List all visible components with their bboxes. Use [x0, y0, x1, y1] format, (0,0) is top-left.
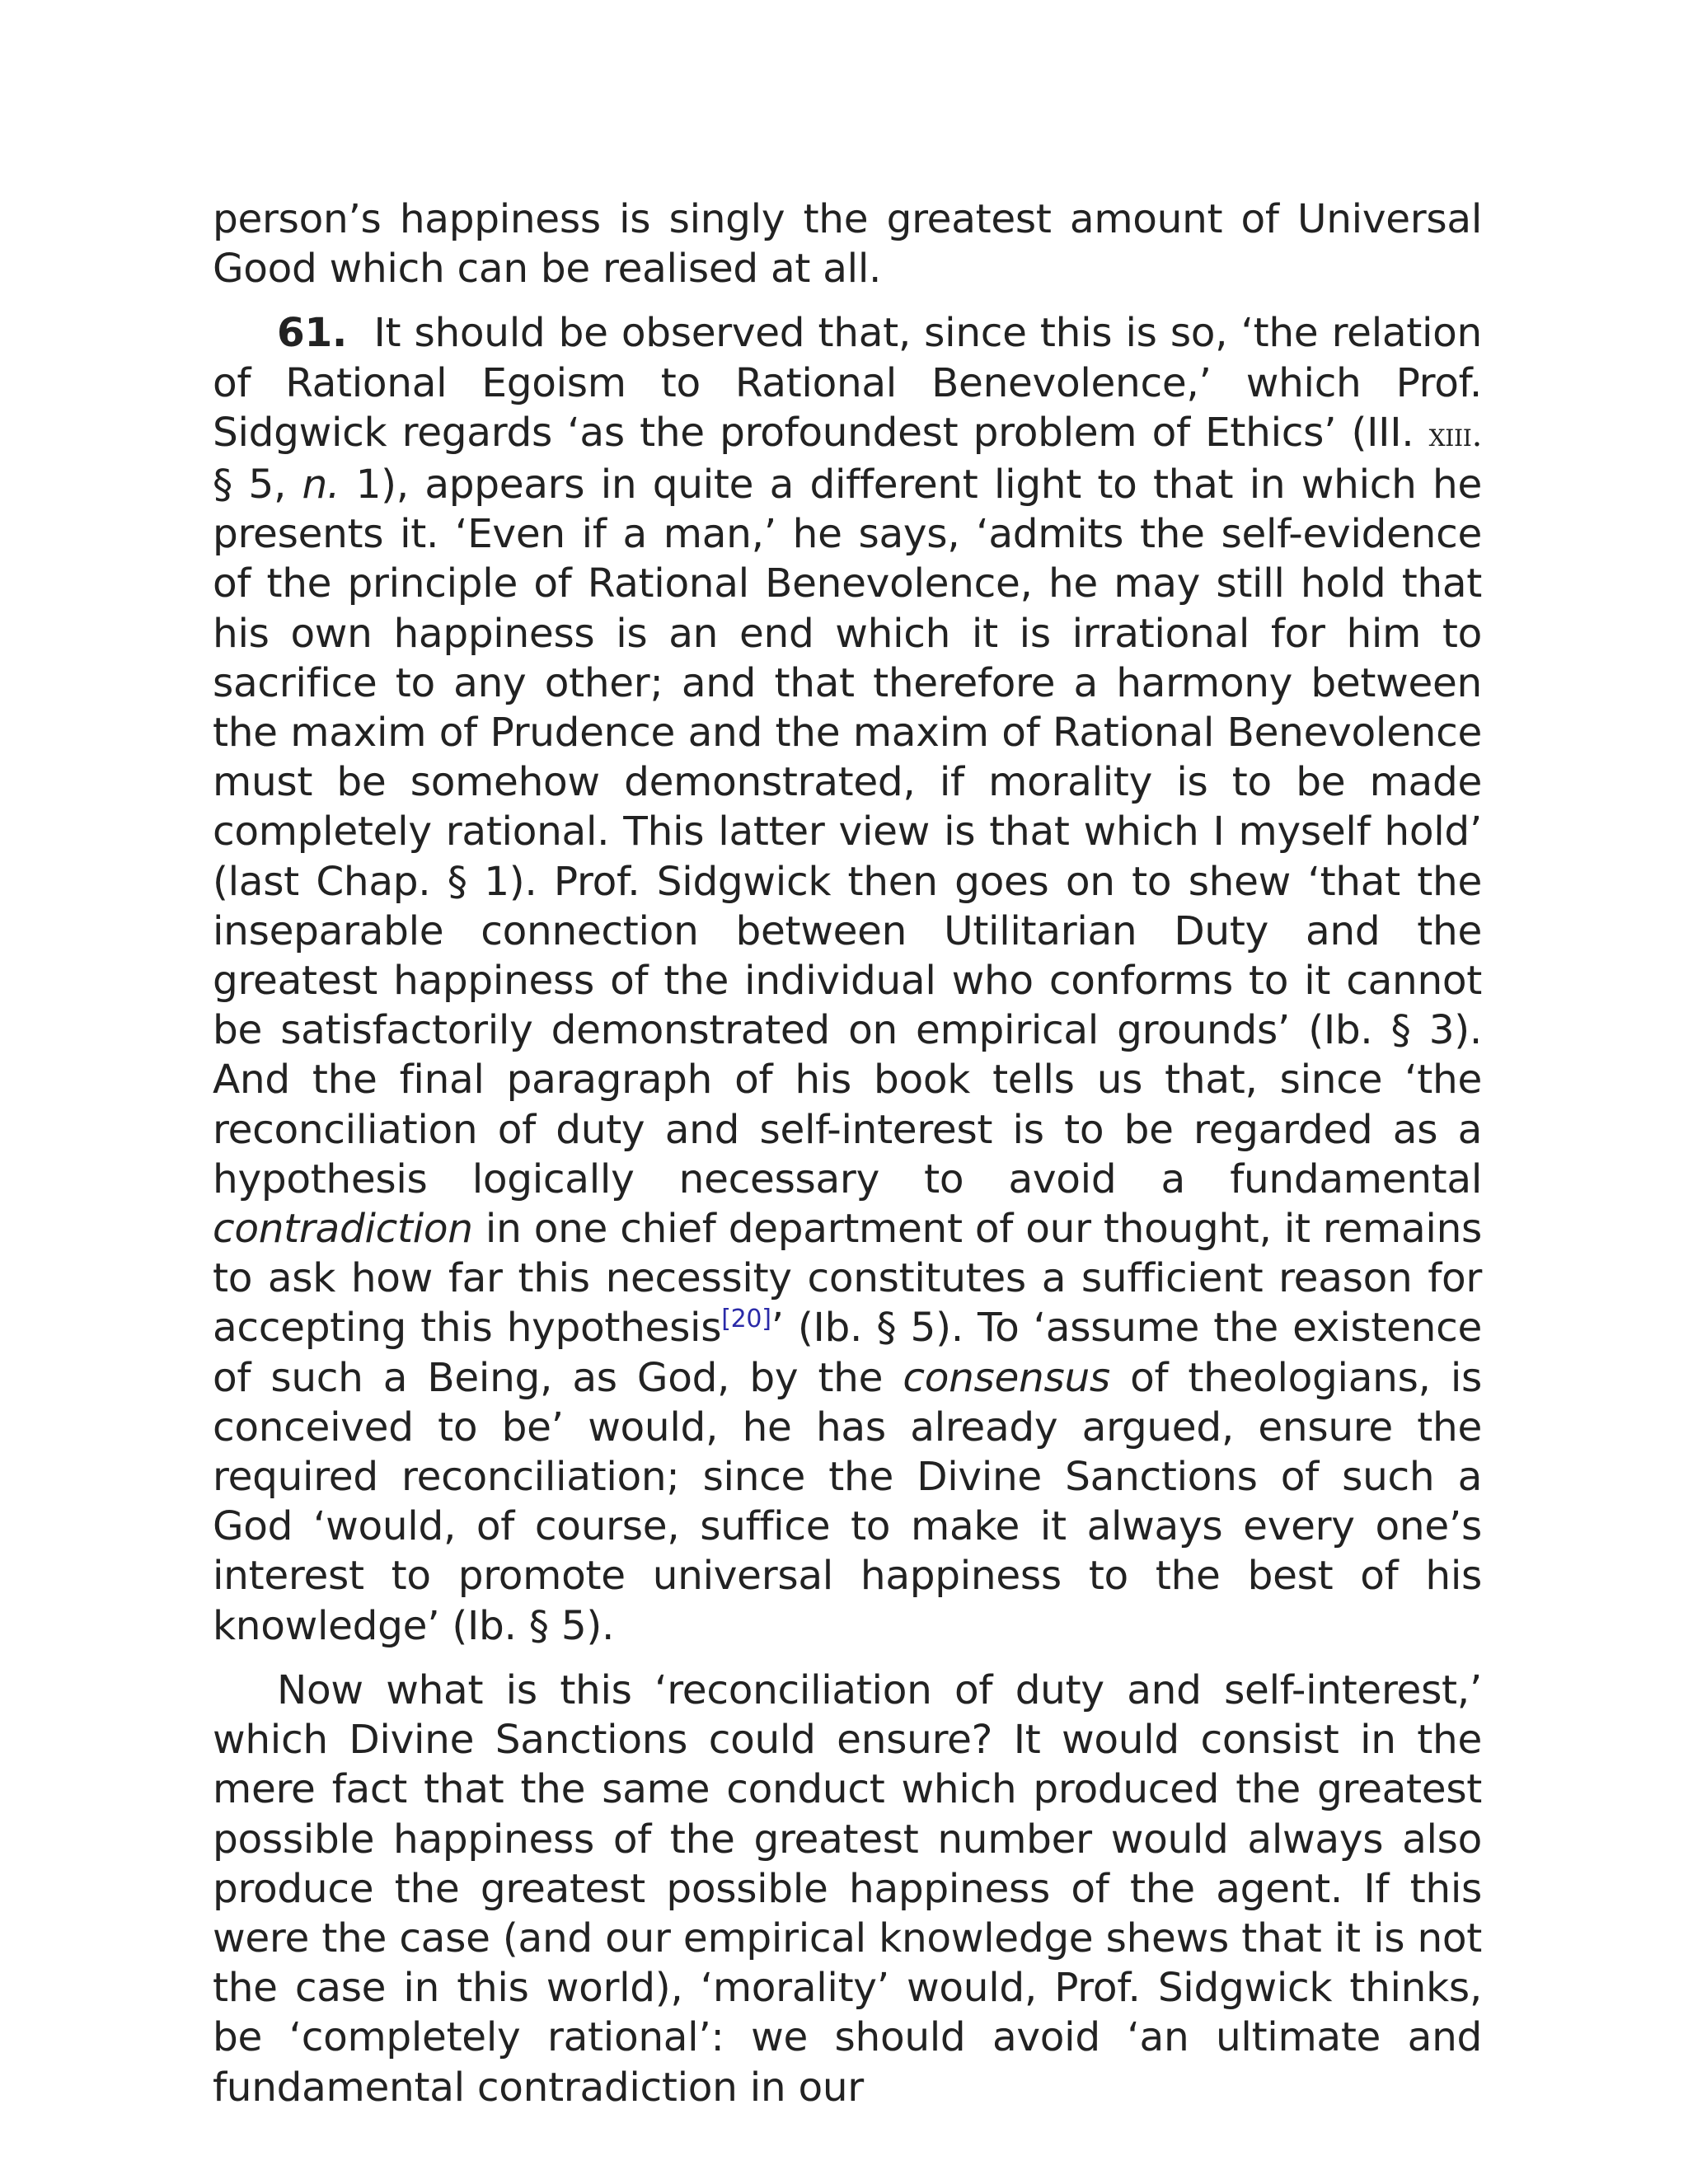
emphasis-consensus: consensus	[903, 1354, 1110, 1401]
note-abbrev: n.	[302, 462, 340, 509]
paragraph-continuation: person’s happiness is singly the greatest amount of Universal Good which can be realised at all.	[213, 196, 1482, 293]
page-body	[213, 194, 1482, 2112]
chapter-small-caps: xiii.	[1428, 415, 1482, 454]
section-text-6: of theologians, is conceived to be’ would, he has already argued, ensure the required reconciliation; since the Divine Sanctions of such a God ‘would, of course, suffice to make it always every one’s interest to promote universal happiness to the best of his knowledge’ (Ib. § 5).	[213, 1354, 1482, 1649]
paragraph-second: Now what is this ‘reconciliation of duty and self-interest,’ which Divine Sanctions could ensure? It would consist in the mere fact that the same conduct which produced the greatest possible happiness of the greatest number would always also produce the greatest possible happiness of the agent. If this were the case (and our empirical knowledge shews that it is not the case in this world), ‘morality’ would, Prof. Sidgwick thinks, be ‘completely rational’: we should avoid ‘an ultimate and fundamental contradiction in our	[213, 1666, 1482, 2111]
paragraph-section-61	[213, 308, 1482, 1650]
section-text-1: It should be observed that, since this is so, ‘the relation of Rational Egoism to Rational Benevolence,’ which Prof. Sidgwick regards ‘as the profoundest problem of Ethics’ (III.	[213, 310, 1482, 456]
section-text-2: § 5,	[213, 462, 302, 509]
emphasis-contradiction: contradiction	[213, 1206, 473, 1253]
section-text-3: 1), appears in quite a different light to that in which he presents it. ‘Even if a man,’ he says, ‘admits the self-evidence of the principle of Rational Benevolence, he may still hold that his own happiness is an end which it is irrational for him to sacrifice to any other; and that therefore a harmony between the maxim of Prudence and the maxim of Rational Benevolence must be somehow demonstrated, if morality is to be made completely rational. This latter view is that which I myself hold’ (last Chap. § 1). Prof. Sidgwick then goes on to shew ‘that the inseparable connection between Utilitarian Duty and the greatest happiness of the individual who conforms to it cannot be satisfactorily demonstrated on empirical grounds’ (Ib. § 3). And the final paragraph of his book tells us that, since ‘the reconciliation of duty and self-interest is to be regarded as a hypothesis logically necessary to avoid a fundamental	[213, 462, 1483, 1202]
section-text-5: ’ (Ib. § 5). To ‘assume the existence of such a Being, as God, by the	[213, 1305, 1483, 1401]
section-number: 61.	[277, 310, 348, 357]
section-text-4: in one chief department of our thought, it remains to ask how far this necessity constitutes a sufficient reason for accepting this hypothesis	[213, 1206, 1482, 1352]
footnote-link[interactable]: [20]	[721, 1305, 771, 1334]
